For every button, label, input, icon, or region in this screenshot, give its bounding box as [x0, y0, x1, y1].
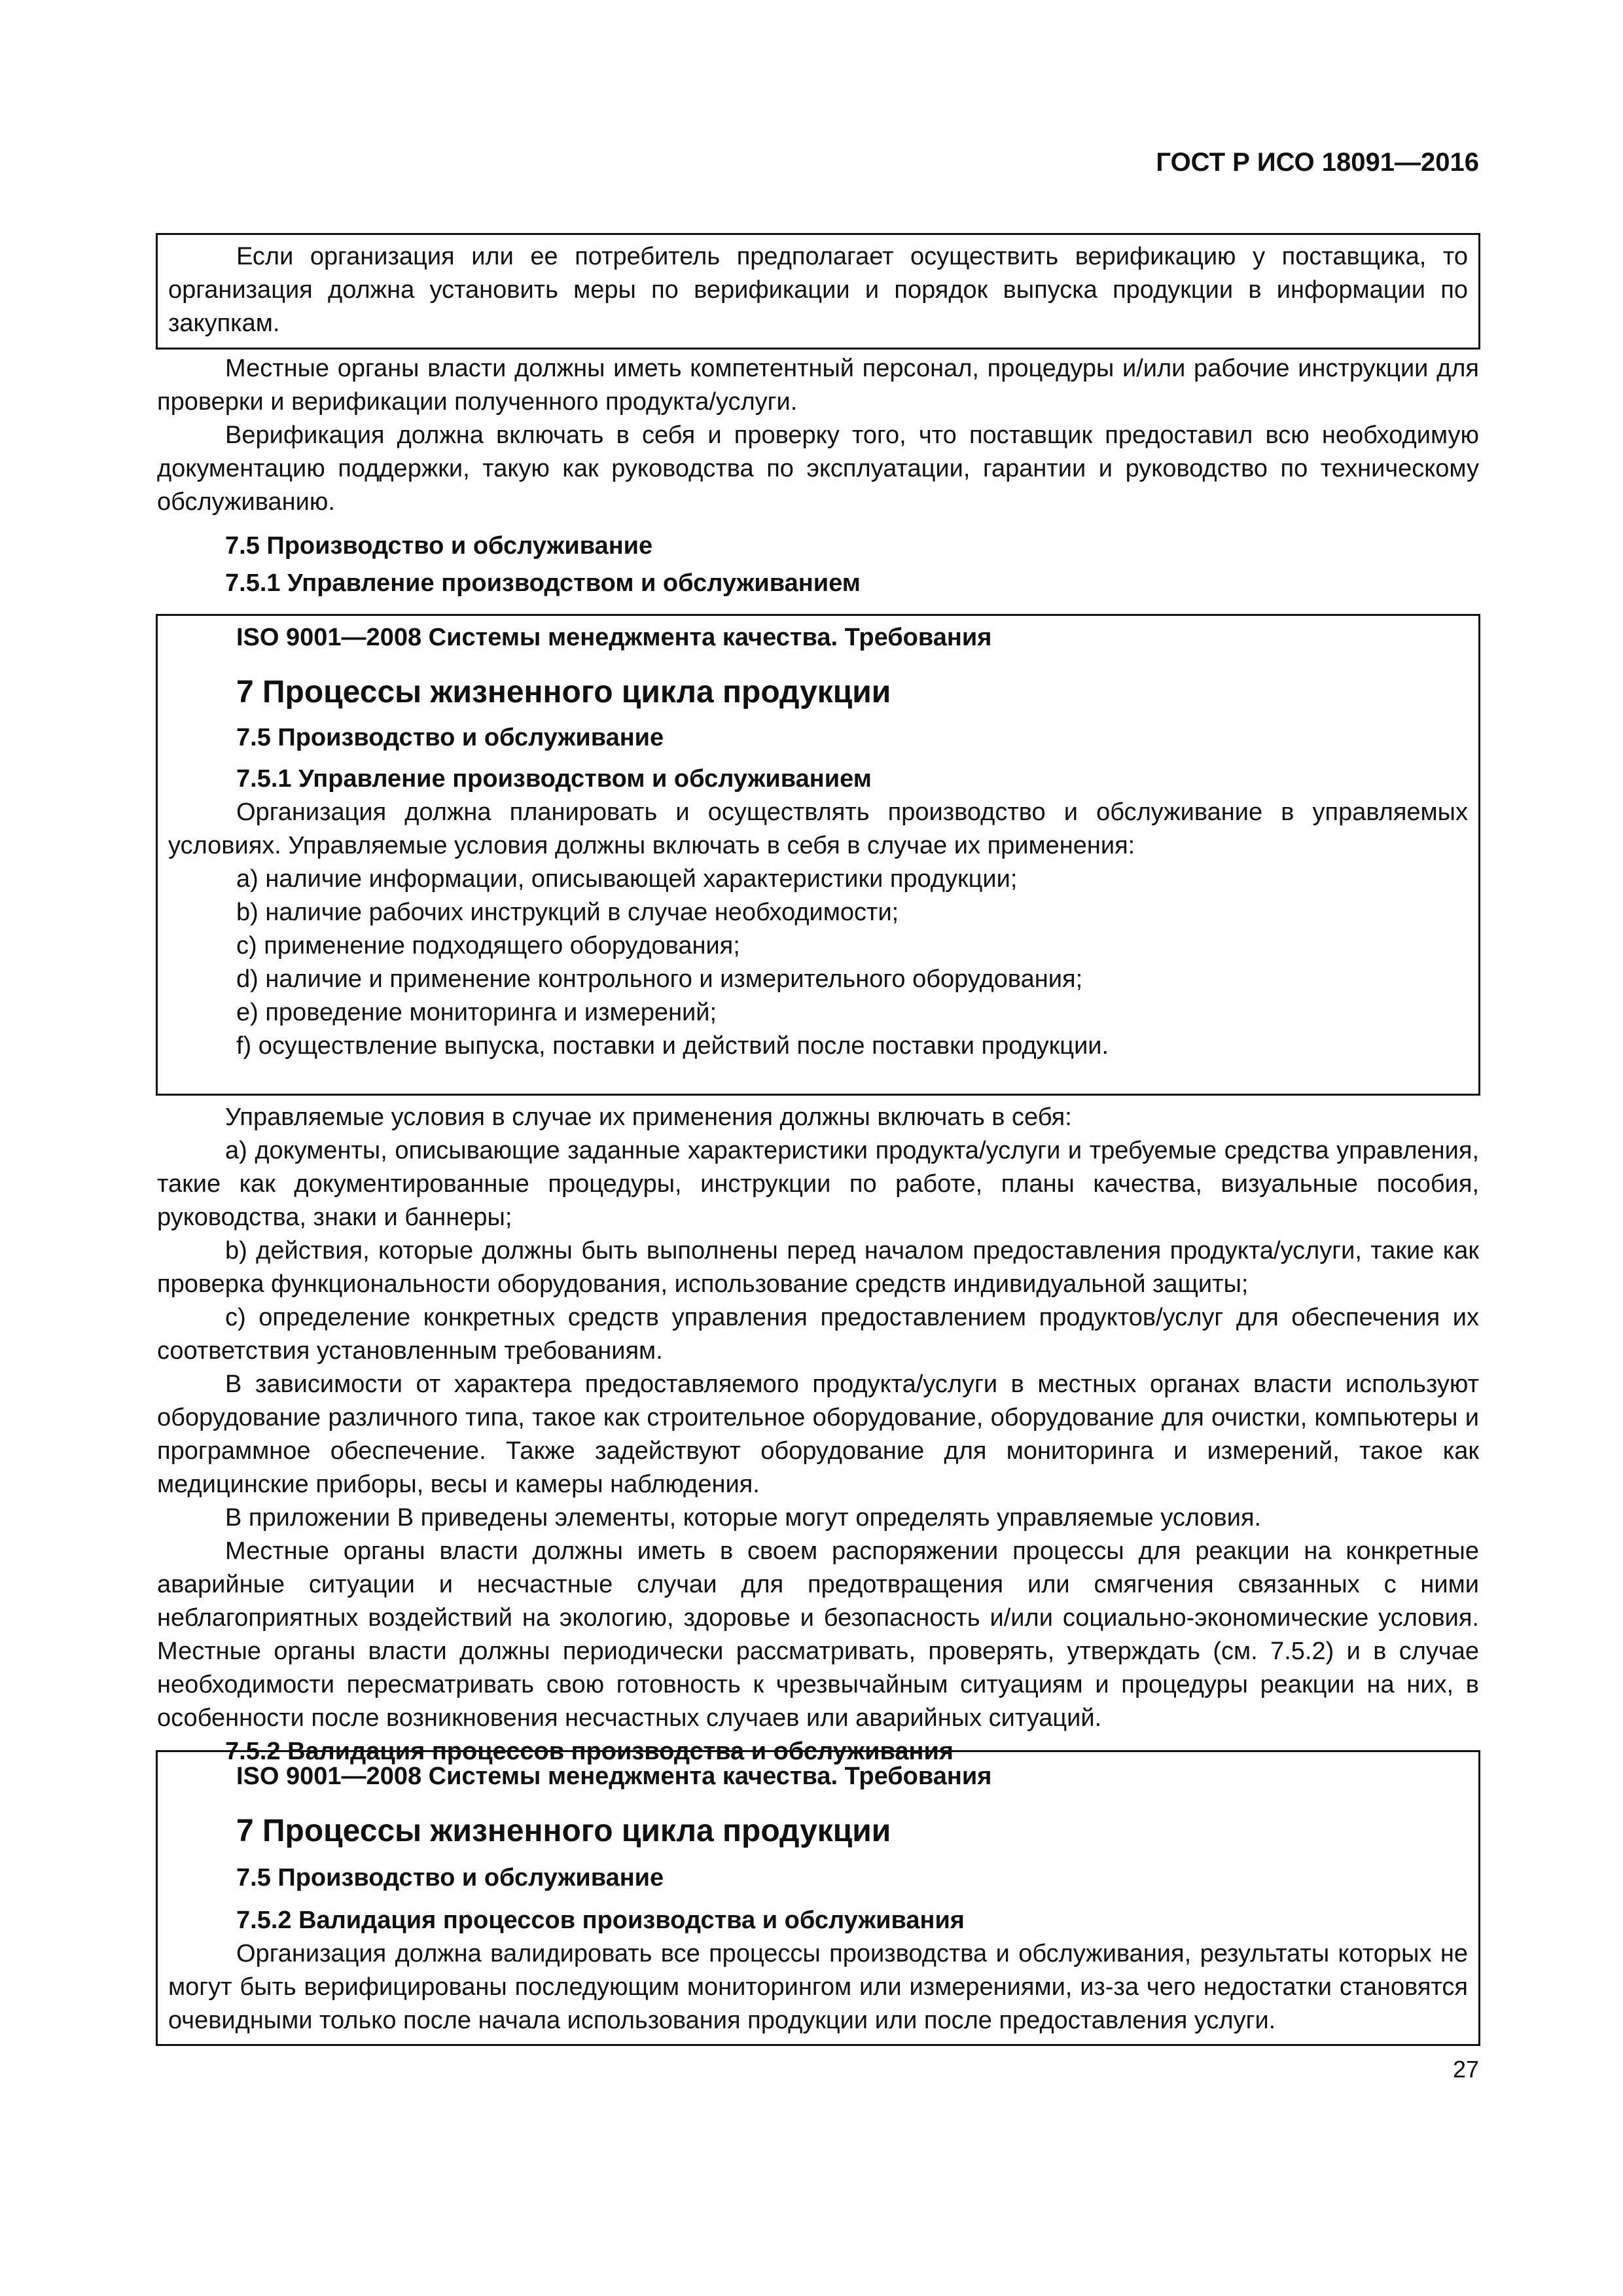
paragraph: Местные органы власти должны иметь компетентный персонал, процедуры и/или рабочие инструкции для проверки и верификации полученного продукта/услуги.	[157, 355, 1479, 416]
quote-box-verification	[156, 233, 1480, 350]
quote-box-iso-7-5-2	[156, 1750, 1480, 2046]
subsection-heading: 7.5.1 Управление производством и обслуживанием	[225, 569, 861, 597]
section-heading: 7.5 Производство и обслуживание	[225, 532, 653, 560]
box-paragraph: Организация должна планировать и осуществлять производство и обслуживание в управляемых условиях. Управляемые условия должны включать в себя в случае их применения:	[168, 798, 1468, 859]
paragraph: В зависимости от характера предоставляемого продукта/услуги в местных органах власти используют оборудование различного типа, такое как строительное оборудование, оборудование для очистки, компьютеры и программное обеспечение. Также задействуют оборудование для мониторинга и измерений, такое как медицинские приборы, весы и камеры наблюдения.	[157, 1371, 1479, 1498]
list-item: a) наличие информации, описывающей характеристики продукции;	[236, 865, 1018, 893]
subsection-heading: 7.5.2 Валидация процессов производства и обслуживания	[236, 1907, 965, 1934]
box-paragraph: Если организация или ее потребитель предполагает осуществить верификацию у поставщика, то организация должна установить меры по верификации и порядок выпуска продукции в информации по закупкам.	[168, 243, 1468, 337]
list-item: c) применение подходящего оборудования;	[236, 932, 740, 960]
subsection-heading: 7.5.2 Валидация процессов производства и обслуживания	[225, 1738, 954, 1765]
source-standard-title: ISO 9001—2008 Системы менеджмента качества. Требования	[236, 624, 992, 651]
paragraph: В приложении В приведены элементы, которые могут определять управляемые условия.	[225, 1504, 1262, 1532]
subsection-heading: 7.5.1 Управление производством и обслуживанием	[236, 765, 872, 793]
page-number: 27	[1452, 2056, 1479, 2083]
list-item: e) проведение мониторинга и измерений;	[236, 999, 717, 1026]
list-item: f) осуществление выпуска, поставки и действий после поставки продукции.	[236, 1032, 1109, 1060]
source-standard-title: ISO 9001—2008 Системы менеджмента качества. Требования	[236, 1763, 992, 1790]
chapter-title: 7 Процессы жизненного цикла продукции	[236, 675, 891, 709]
list-item: b) наличие рабочих инструкций в случае необходимости;	[236, 899, 899, 926]
list-paragraph-c: c) определение конкретных средств управления предоставлением продуктов/услуг для обеспечения их соответствия установленным требованиям.	[157, 1304, 1479, 1365]
list-paragraph-a: a) документы, описывающие заданные характеристики продукта/услуги и требуемые средства управления, такие как документированные процедуры, инструкции по работе, планы качества, визуальные пособия, руководства, знаки и баннеры;	[157, 1137, 1479, 1231]
paragraph: Местные органы власти должны иметь в своем распоряжении процессы для реакции на конкретные аварийные ситуации и несчастные случаи для предотвращения или смягчения связанных с ними неблагоприятных воздействий на экологию, здоровье и безопасность и/или социально-экономические условия. Местные органы власти должны периодически рассматривать, проверять, утверждать (см. 7.5.2) и в случае необходимости пересматривать свою готовность к чрезвычайным ситуациям и процедуры реакции на них, в особенности после возникновения несчастных случаев или аварийных ситуаций.	[157, 1537, 1479, 1732]
list-paragraph-b: b) действия, которые должны быть выполнены перед началом предоставления продукта/услуги, такие как проверка функциональности оборудования, использование средств индивидуальной защиты;	[157, 1237, 1479, 1298]
list-item: d) наличие и применение контрольного и измерительного оборудования;	[236, 965, 1083, 993]
section-heading: 7.5 Производство и обслуживание	[236, 1864, 664, 1892]
paragraph: Верификация должна включать в себя и проверку того, что поставщик предоставил всю необходимую документацию поддержки, такую как руководства по эксплуатации, гарантии и руководство по техническому обслуживанию.	[157, 422, 1479, 516]
paragraph: Управляемые условия в случае их применения должны включать в себя:	[225, 1103, 1072, 1131]
section-heading: 7.5 Производство и обслуживание	[236, 724, 664, 751]
document-id-header: ГОСТ Р ИСО 18091—2016	[1156, 148, 1479, 177]
chapter-title: 7 Процессы жизненного цикла продукции	[236, 1814, 891, 1848]
box-paragraph: Организация должна валидировать все процессы производства и обслуживания, результаты которых не могут быть верифицированы последующим мониторингом или измерениями, из-за чего недостатки становятся очевидными только после начала использования продукции или после предоставления услуги.	[168, 1940, 1468, 2034]
body-section-2	[157, 1101, 1479, 1768]
quote-box-iso-7-5-1	[156, 614, 1480, 1096]
body-section-1	[157, 352, 1479, 600]
